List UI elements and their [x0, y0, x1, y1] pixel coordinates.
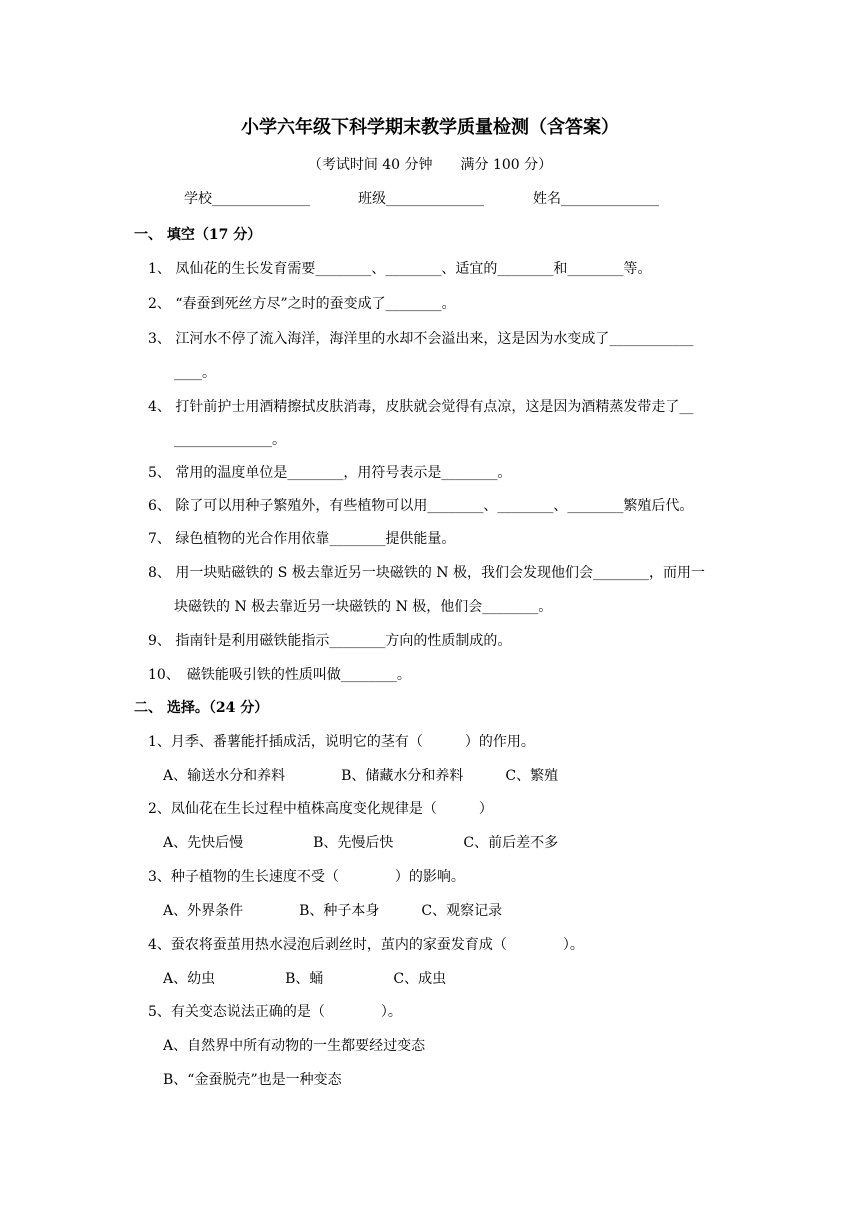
question-line: 8、 用一块贴磁铁的 S 极去靠近另一块磁铁的 N 极，我们会发现他们会________，而用一 [148, 565, 705, 581]
class-field: 班级______________ [358, 191, 484, 207]
question-line: 9、 指南针是利用磁铁能指示________方向的性质制成的。 [148, 633, 512, 649]
question-line-continued: ______________。 [174, 432, 286, 448]
choice-options: A、幼虫 B、蛹 C、成虫 [163, 971, 447, 987]
section-1-heading: 一、 填空（17 分） [134, 227, 262, 243]
school-field: 学校______________ [184, 191, 310, 207]
choice-question: 4、蚕农将蚕茧用热水浸泡后剥丝时，茧内的家蚕发育成（ ）。 [148, 937, 584, 953]
question-line: 3、 江河水不停了流入海洋，海洋里的水却不会溢出来，这是因为水变成了____________ [148, 331, 694, 347]
section-2-heading: 二、 选择。（24 分） [134, 700, 269, 716]
question-line: 2、 “春蚕到死丝方尽”之时的蚕变成了________。 [148, 296, 456, 312]
question-line: 7、 绿色植物的光合作用依靠________提供能量。 [148, 531, 456, 547]
choice-option: A、自然界中所有动物的一生都要经过变态 [163, 1038, 426, 1054]
choice-option: B、“金蚕脱壳”也是一种变态 [163, 1072, 342, 1088]
choice-question: 1、月季、番薯能扦插成活，说明它的茎有（ ）的作用。 [148, 734, 535, 750]
question-line-continued: ____。 [174, 365, 216, 381]
question-line-continued: 块磁铁的 N 极去靠近另一块磁铁的 N 极，他们会________。 [174, 599, 553, 615]
choice-options: A、外界条件 B、种子本身 C、观察记录 [163, 903, 503, 919]
question-line: 10、 磁铁能吸引铁的性质叫做________。 [148, 667, 411, 683]
question-line: 6、 除了可以用种子繁殖外，有些植物可以用________、________、________繁殖后代。 [148, 498, 694, 514]
document-title: 小学六年级下科学期末教学质量检测（含答案） [241, 117, 619, 138]
question-line: 1、 凤仙花的生长发育需要________、________、适宜的________和________等。 [148, 261, 652, 277]
name-field: 姓名______________ [533, 191, 659, 207]
choice-question: 3、种子植物的生长速度不受（ ）的影响。 [148, 869, 465, 885]
choice-options: A、先快后慢 B、先慢后快 C、前后差不多 [163, 835, 559, 851]
choice-question: 5、有关变态说法正确的是（ ）。 [148, 1004, 402, 1020]
question-line: 4、 打针前护士用酒精擦拭皮肤消毒，皮肤就会觉得有点凉，这是因为酒精蒸发带走了__ [148, 399, 694, 415]
choice-question: 2、凤仙花在生长过程中植株高度变化规律是（ ） [148, 801, 493, 817]
question-line: 5、 常用的温度单位是________，用符号表示是________。 [148, 465, 512, 481]
choice-options: A、输送水分和养料 B、储藏水分和养料 C、繁殖 [163, 768, 559, 784]
exam-info: （考试时间 40 分钟 满分 100 分） [307, 157, 553, 173]
